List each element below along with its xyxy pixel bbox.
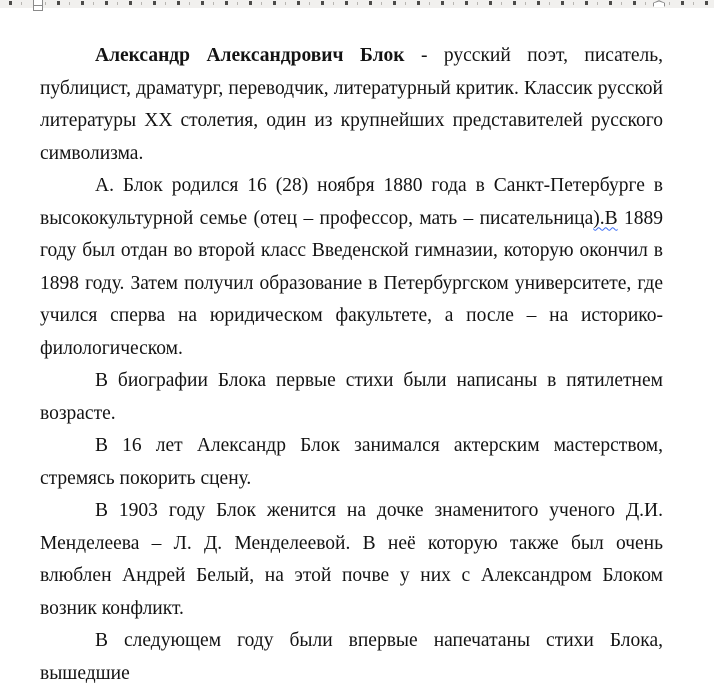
paragraph-marriage[interactable]: В 1903 году Блок женится на дочке знаменитого ученого Д.И. Менделеева – Л. Д. Менделеевой. В неё которую также был очень влюблен Андрей Белый, на этой почве у них с Александром Блоком возник конфликт. bbox=[40, 500, 663, 619]
left-indent-marker-icon[interactable] bbox=[33, 0, 43, 11]
paragraph-intro-text: - русский поэт, писатель, публицист, драматург, переводчик, литературный критик. Классик русской литературы XX столетия, один из крупнейших представителей русского символизма. bbox=[40, 45, 663, 164]
paragraph-acting[interactable]: В 16 лет Александр Блок занимался актерским мастерством, стремясь покорить сцену. bbox=[40, 435, 663, 489]
grammar-error-underline: ).В bbox=[593, 207, 618, 229]
document-page[interactable] bbox=[40, 40, 663, 690]
paragraph-intro[interactable] bbox=[40, 40, 663, 170]
ruler-minor-ticks bbox=[21, 2, 714, 5]
paragraph-birth-text-before: А. Блок родился 16 (28) ноября 1880 года в Санкт-Петербурге в высококультурной семье (отец – профессор, мать – писательница bbox=[40, 175, 663, 229]
horizontal-ruler[interactable] bbox=[0, 0, 714, 8]
paragraph-birth[interactable] bbox=[40, 170, 663, 365]
author-name-bold: Александр Александрович Блок bbox=[95, 45, 405, 66]
paragraph-first-published[interactable]: В следующем году были впервые напечатаны стихи Блока, вышедшие bbox=[40, 630, 663, 684]
paragraph-birth-text-after: 1889 году был отдан во второй класс Введенской гимназии, которую окончил в 1898 году. Затем получил образование в Петербургском университете, где учился сперва на юридическом факультете, а после – на историко-филологическом. bbox=[40, 207, 664, 359]
paragraph-first-poems[interactable]: В биографии Блока первые стихи были написаны в пятилетнем возрасте. bbox=[40, 370, 663, 424]
